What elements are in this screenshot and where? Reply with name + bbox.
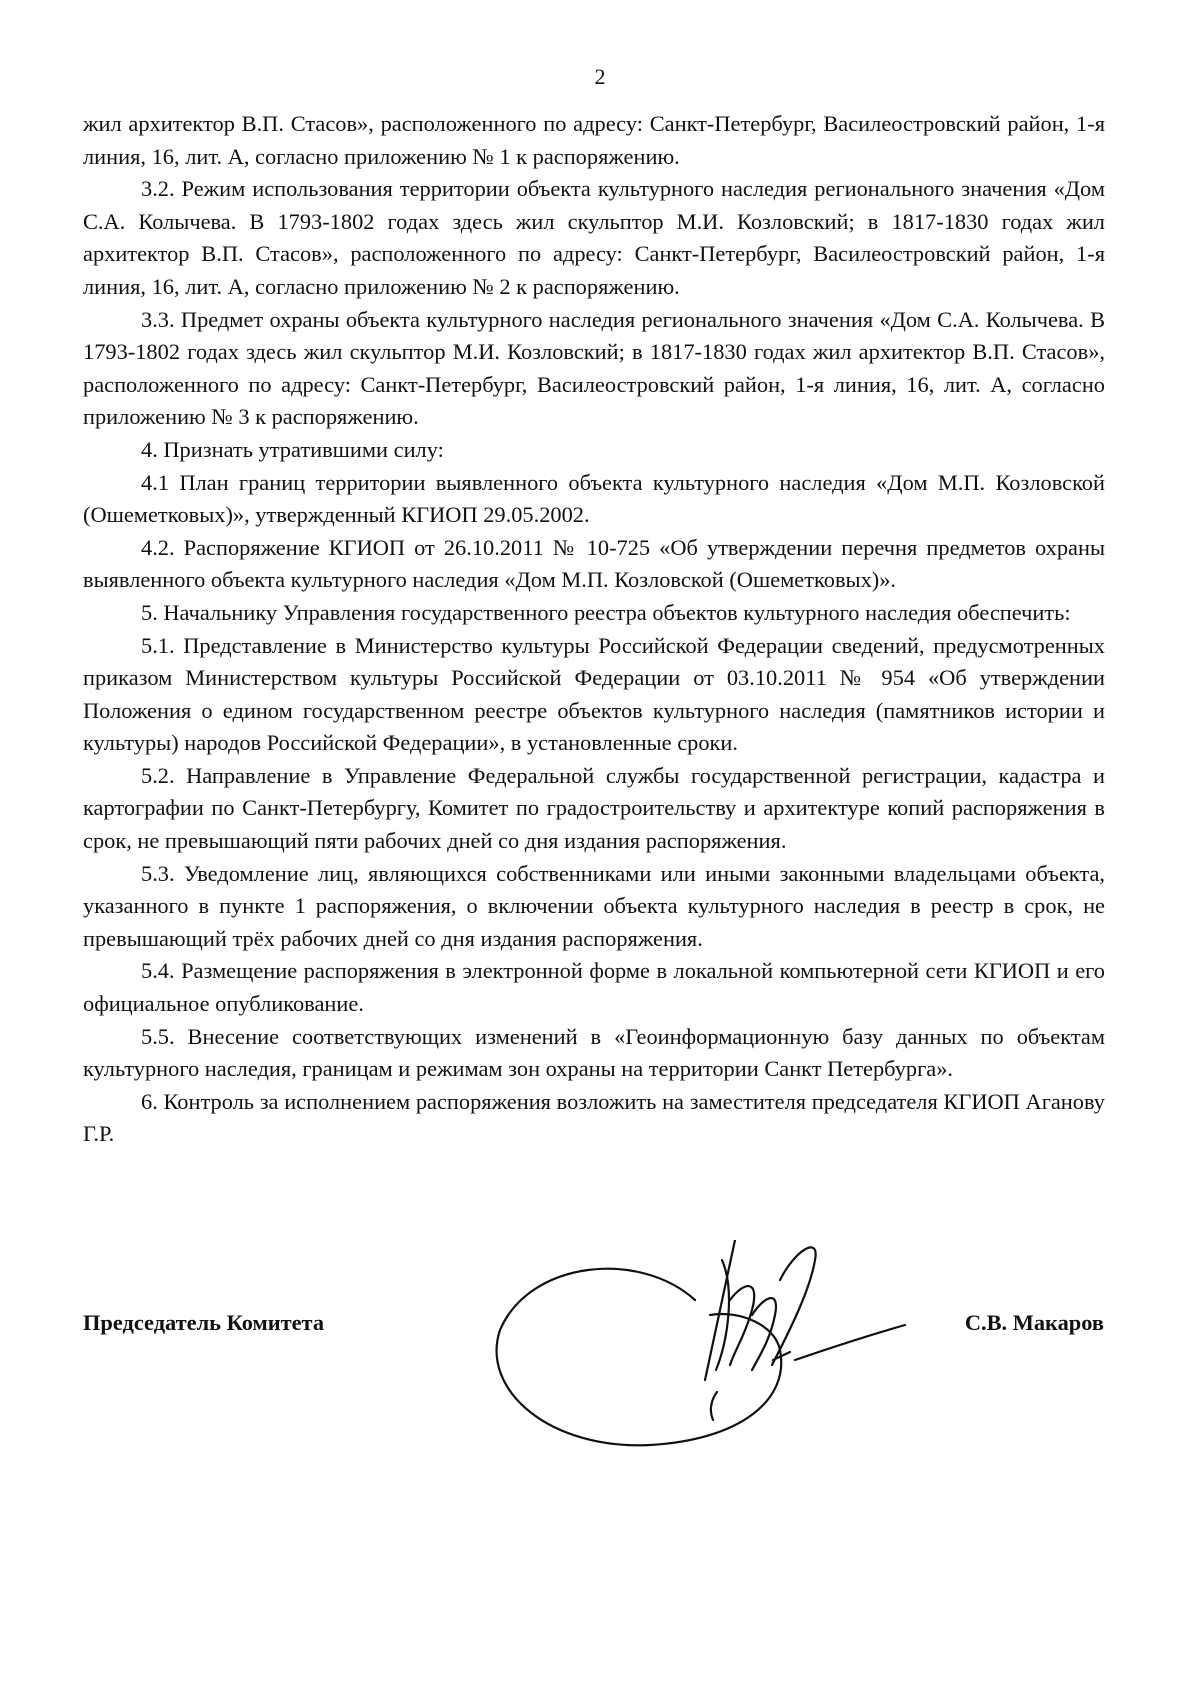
paragraph-5-3: 5.3. Уведомление лиц, являющихся собственниками или иными законными владельцами объекта, указанного в пункте 1 распоряжения, о включении объекта культурного наследия в реестр в срок, не превышающий трёх рабочих дней со дня издания распоряжения. [83,860,1105,951]
paragraph-3-2: 3.2. Режим использования территории объекта культурного наследия регионального значения «Дом С.А. Колычева. В 1793-1802 годах здесь жил скульптор М.И. Козловский; в 1817-1830 годах жил архитектор В.П. Стасов», расположенного по адресу: Санкт-Петербург, Василеостровский район, 1-я линия, 16, лит. А, согласно приложению № 2 к распоряжению. [83,176,1105,299]
paragraph-5-5: 5.5. Внесение соответствующих изменений в «Геоинформационную базу данных по объектам культурного наследия, границам и режимам зон охраны на территории Санкт Петербурга». [83,1023,1105,1082]
page-number: 2 [594,64,606,89]
paragraph-continuation: жил архитектор В.П. Стасов», расположенного по адресу: Санкт-Петербург, Василеостровский район, 1-я линия, 16, лит. А, согласно приложению № 1 к распоряжению. [83,111,1105,169]
paragraph-5-2: 5.2. Направление в Управление Федеральной службы государственной регистрации, кадастра и картографии по Санкт-Петербургу, Комитет по градостроительству и архитектуре копий распоряжения в срок, не превышающий пяти рабочих дней со дня издания распоряжения. [83,762,1105,854]
handwritten-signature [490,1240,930,1460]
document-body [83,108,1105,1151]
paragraph-6: 6. Контроль за исполнением распоряжения возложить на заместителя председателя КГИОП Аганову Г.Р. [83,1088,1105,1147]
paragraph-5-1: 5.1. Представление в Министерство культуры Российской Федерации сведений, предусмотренных приказом Министерством культуры Российской Федерации от 03.10.2011 № 954 «Об утверждении Положения о едином государственном реестре объектов культурного наследия (памятников истории и культуры) народов Российской Федерации», в установленные сроки. [83,632,1105,756]
signatory-title: Председатель Комитета [83,1310,325,1335]
paragraph-3-3: 3.3. Предмет охраны объекта культурного наследия регионального значения «Дом С.А. Колычева. В 1793-1802 годах здесь жил скульптор М.И. Козловский; в 1817-1830 годах жил архитектор В.П. Стасов», расположенного по адресу: Санкт-Петербург, Василеостровский район, 1-я линия, 16, лит. А, согласно приложению № 3 к распоряжению. [83,306,1105,430]
paragraph-4-1: 4.1 План границ территории выявленного объекта культурного наследия «Дом М.П. Козловской (Ошеметковых)», утвержденный КГИОП 29.05.2002. [83,469,1105,528]
paragraph-4: 4. Признать утратившими силу: [141,436,444,462]
paragraph-4-2: 4.2. Распоряжение КГИОП от 26.10.2011 № 10-725 «Об утверждении перечня предметов охраны выявленного объекта культурного наследия «Дом М.П. Козловской (Ошеметковых)». [83,534,1105,593]
signatory-name: С.В. Макаров [964,1310,1104,1335]
paragraph-5: 5. Начальнику Управления государственного реестра объектов культурного наследия обеспечить: [141,599,1071,625]
paragraph-5-4: 5.4. Размещение распоряжения в электронной форме в локальной компьютерной сети КГИОП и его официальное опубликование. [83,958,1105,1017]
